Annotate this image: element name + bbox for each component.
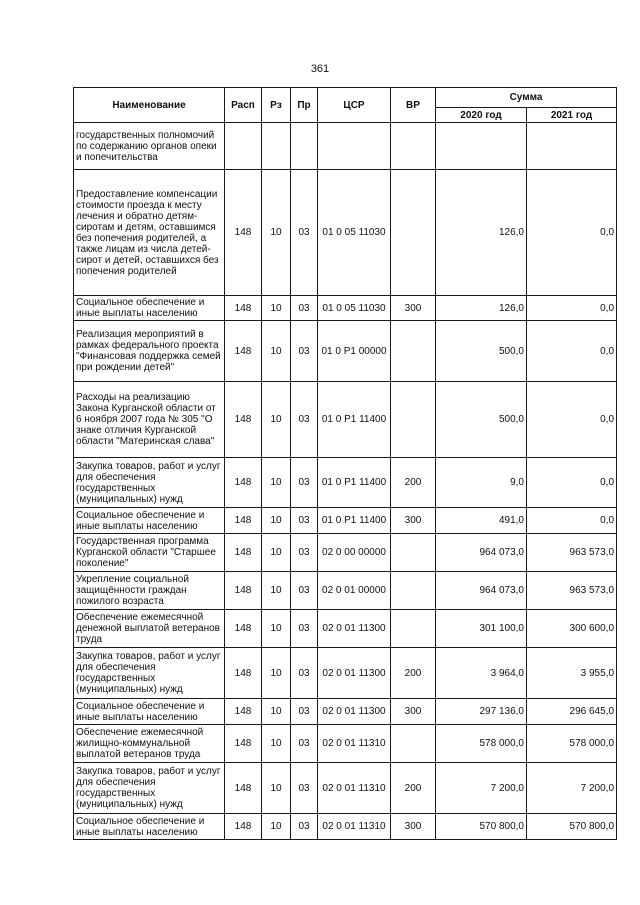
row-pr: 03 bbox=[291, 534, 318, 572]
row-vr bbox=[391, 321, 436, 382]
row-rz: 10 bbox=[262, 382, 291, 458]
row-rz: 10 bbox=[262, 699, 291, 725]
row-rz: 10 bbox=[262, 648, 291, 699]
row-csr: 01 0 P1 11400 bbox=[318, 382, 391, 458]
row-sum-2020 bbox=[436, 123, 527, 170]
row-vr bbox=[391, 170, 436, 296]
row-name: Социальное обеспечение и иные выплаты населению bbox=[74, 296, 225, 321]
row-csr: 01 0 05 11030 bbox=[318, 170, 391, 296]
table-row bbox=[74, 170, 617, 296]
header-name: Наименование bbox=[74, 88, 225, 123]
row-name: Реализация мероприятий в рамках федерального проекта "Финансовая поддержка семей при рождении детей" bbox=[74, 321, 225, 382]
row-rasp bbox=[225, 123, 262, 170]
row-sum-2020: 126,0 bbox=[436, 170, 527, 296]
row-pr: 03 bbox=[291, 725, 318, 763]
row-rz: 10 bbox=[262, 458, 291, 508]
table-row bbox=[74, 123, 617, 170]
table-row bbox=[74, 648, 617, 699]
table-row bbox=[74, 572, 617, 610]
row-rasp: 148 bbox=[225, 508, 262, 534]
row-rasp: 148 bbox=[225, 321, 262, 382]
row-vr bbox=[391, 534, 436, 572]
header-csr: ЦСР bbox=[318, 88, 391, 123]
row-sum-2021 bbox=[527, 123, 617, 170]
row-rasp: 148 bbox=[225, 170, 262, 296]
row-name: Социальное обеспечение и иные выплаты населению bbox=[74, 699, 225, 725]
row-csr: 01 0 05 11030 bbox=[318, 296, 391, 321]
page-number: 361 bbox=[310, 63, 330, 75]
row-rasp: 148 bbox=[225, 814, 262, 840]
row-sum-2020: 3 964,0 bbox=[436, 648, 527, 699]
row-rasp: 148 bbox=[225, 699, 262, 725]
row-rasp: 148 bbox=[225, 534, 262, 572]
row-name: Закупка товаров, работ и услуг для обеспечения государственных (муниципальных) нужд bbox=[74, 458, 225, 508]
row-sum-2020: 964 073,0 bbox=[436, 572, 527, 610]
row-rz: 10 bbox=[262, 321, 291, 382]
row-rasp: 148 bbox=[225, 458, 262, 508]
row-rz: 10 bbox=[262, 725, 291, 763]
header-rasp: Расп bbox=[225, 88, 262, 123]
row-rasp: 148 bbox=[225, 725, 262, 763]
row-vr: 200 bbox=[391, 648, 436, 699]
row-rz: 10 bbox=[262, 572, 291, 610]
header-vr: ВР bbox=[391, 88, 436, 123]
row-vr bbox=[391, 610, 436, 648]
row-csr: 02 0 01 11300 bbox=[318, 648, 391, 699]
row-rz: 10 bbox=[262, 534, 291, 572]
row-rz: 10 bbox=[262, 814, 291, 840]
row-name: Закупка товаров, работ и услуг для обеспечения государственных (муниципальных) нужд bbox=[74, 763, 225, 814]
row-sum-2021: 963 573,0 bbox=[527, 534, 617, 572]
row-vr bbox=[391, 382, 436, 458]
row-pr: 03 bbox=[291, 508, 318, 534]
row-vr: 300 bbox=[391, 814, 436, 840]
row-pr: 03 bbox=[291, 572, 318, 610]
table-row bbox=[74, 534, 617, 572]
row-rasp: 148 bbox=[225, 296, 262, 321]
row-csr: 01 0 P1 11400 bbox=[318, 508, 391, 534]
row-name: Обеспечение ежемесячной жилищно-коммунальной выплатой ветеранов труда bbox=[74, 725, 225, 763]
header-pr: Пр bbox=[291, 88, 318, 123]
row-vr: 300 bbox=[391, 508, 436, 534]
row-name: Предоставление компенсации стоимости проезда к месту лечения и обратно детям-сиротам и детям, оставшимся без попечения родителей, а также лицам из числа детей-сирот и детей, оставшихся без попечения родителей bbox=[74, 170, 225, 296]
row-csr: 01 0 P1 00000 bbox=[318, 321, 391, 382]
row-csr: 02 0 00 00000 bbox=[318, 534, 391, 572]
table-row bbox=[74, 458, 617, 508]
table-row bbox=[74, 508, 617, 534]
row-sum-2020: 7 200,0 bbox=[436, 763, 527, 814]
header-year-2021: 2021 год bbox=[527, 108, 617, 123]
row-vr: 300 bbox=[391, 296, 436, 321]
row-rasp: 148 bbox=[225, 382, 262, 458]
row-sum-2021: 0,0 bbox=[527, 508, 617, 534]
row-sum-2021: 0,0 bbox=[527, 458, 617, 508]
row-vr bbox=[391, 123, 436, 170]
row-sum-2020: 9,0 bbox=[436, 458, 527, 508]
row-sum-2020: 964 073,0 bbox=[436, 534, 527, 572]
header-rz: Рз bbox=[262, 88, 291, 123]
row-csr: 02 0 01 11310 bbox=[318, 814, 391, 840]
row-pr: 03 bbox=[291, 814, 318, 840]
row-vr: 300 bbox=[391, 699, 436, 725]
table-row bbox=[74, 321, 617, 382]
row-sum-2020: 500,0 bbox=[436, 382, 527, 458]
row-sum-2021: 7 200,0 bbox=[527, 763, 617, 814]
row-csr: 02 0 01 11310 bbox=[318, 725, 391, 763]
row-name: Государственная программа Курганской области "Старшее поколение" bbox=[74, 534, 225, 572]
row-csr: 02 0 01 00000 bbox=[318, 572, 391, 610]
row-name: Укрепление социальной защищённости граждан пожилого возраста bbox=[74, 572, 225, 610]
row-rasp: 148 bbox=[225, 572, 262, 610]
row-pr: 03 bbox=[291, 170, 318, 296]
row-vr: 200 bbox=[391, 763, 436, 814]
row-pr: 03 bbox=[291, 610, 318, 648]
budget-table bbox=[73, 87, 617, 840]
row-pr: 03 bbox=[291, 321, 318, 382]
row-pr: 03 bbox=[291, 458, 318, 508]
table-row bbox=[74, 610, 617, 648]
row-rz: 10 bbox=[262, 763, 291, 814]
row-vr bbox=[391, 572, 436, 610]
table-row bbox=[74, 725, 617, 763]
row-sum-2020: 126,0 bbox=[436, 296, 527, 321]
table-row bbox=[74, 296, 617, 321]
row-sum-2021: 0,0 bbox=[527, 296, 617, 321]
row-sum-2021: 570 800,0 bbox=[527, 814, 617, 840]
row-vr bbox=[391, 725, 436, 763]
row-rz: 10 bbox=[262, 508, 291, 534]
row-csr: 02 0 01 11310 bbox=[318, 763, 391, 814]
row-sum-2021: 296 645,0 bbox=[527, 699, 617, 725]
row-pr: 03 bbox=[291, 296, 318, 321]
row-csr: 02 0 01 11300 bbox=[318, 699, 391, 725]
row-csr: 02 0 01 11300 bbox=[318, 610, 391, 648]
row-sum-2020: 578 000,0 bbox=[436, 725, 527, 763]
row-rz: 10 bbox=[262, 170, 291, 296]
row-rasp: 148 bbox=[225, 763, 262, 814]
row-sum-2021: 578 000,0 bbox=[527, 725, 617, 763]
table-row bbox=[74, 699, 617, 725]
row-sum-2021: 300 600,0 bbox=[527, 610, 617, 648]
row-sum-2021: 963 573,0 bbox=[527, 572, 617, 610]
row-sum-2021: 0,0 bbox=[527, 382, 617, 458]
row-sum-2020: 301 100,0 bbox=[436, 610, 527, 648]
row-name: государственных полномочий по содержанию органов опеки и попечительства bbox=[74, 123, 225, 170]
table-row bbox=[74, 763, 617, 814]
row-pr bbox=[291, 123, 318, 170]
table-row bbox=[74, 814, 617, 840]
row-pr: 03 bbox=[291, 699, 318, 725]
row-rz bbox=[262, 123, 291, 170]
row-sum-2020: 570 800,0 bbox=[436, 814, 527, 840]
row-rasp: 148 bbox=[225, 610, 262, 648]
row-rasp: 148 bbox=[225, 648, 262, 699]
row-sum-2020: 297 136,0 bbox=[436, 699, 527, 725]
row-name: Обеспечение ежемесячной денежной выплатой ветеранов труда bbox=[74, 610, 225, 648]
row-csr bbox=[318, 123, 391, 170]
row-name: Социальное обеспечение и иные выплаты населению bbox=[74, 814, 225, 840]
header-year-2020: 2020 год bbox=[436, 108, 527, 123]
row-vr: 200 bbox=[391, 458, 436, 508]
header-sum: Сумма bbox=[436, 88, 617, 108]
row-rz: 10 bbox=[262, 610, 291, 648]
row-name: Расходы на реализацию Закона Курганской области от 6 ноября 2007 года № 305 "О знаке отличия Курганской области "Материнская слава" bbox=[74, 382, 225, 458]
row-csr: 01 0 P1 11400 bbox=[318, 458, 391, 508]
row-sum-2021: 3 955,0 bbox=[527, 648, 617, 699]
row-name: Закупка товаров, работ и услуг для обеспечения государственных (муниципальных) нужд bbox=[74, 648, 225, 699]
row-name: Социальное обеспечение и иные выплаты населению bbox=[74, 508, 225, 534]
row-sum-2020: 491,0 bbox=[436, 508, 527, 534]
row-sum-2020: 500,0 bbox=[436, 321, 527, 382]
table-row bbox=[74, 382, 617, 458]
row-rz: 10 bbox=[262, 296, 291, 321]
row-pr: 03 bbox=[291, 648, 318, 699]
row-pr: 03 bbox=[291, 763, 318, 814]
row-pr: 03 bbox=[291, 382, 318, 458]
row-sum-2021: 0,0 bbox=[527, 321, 617, 382]
row-sum-2021: 0,0 bbox=[527, 170, 617, 296]
